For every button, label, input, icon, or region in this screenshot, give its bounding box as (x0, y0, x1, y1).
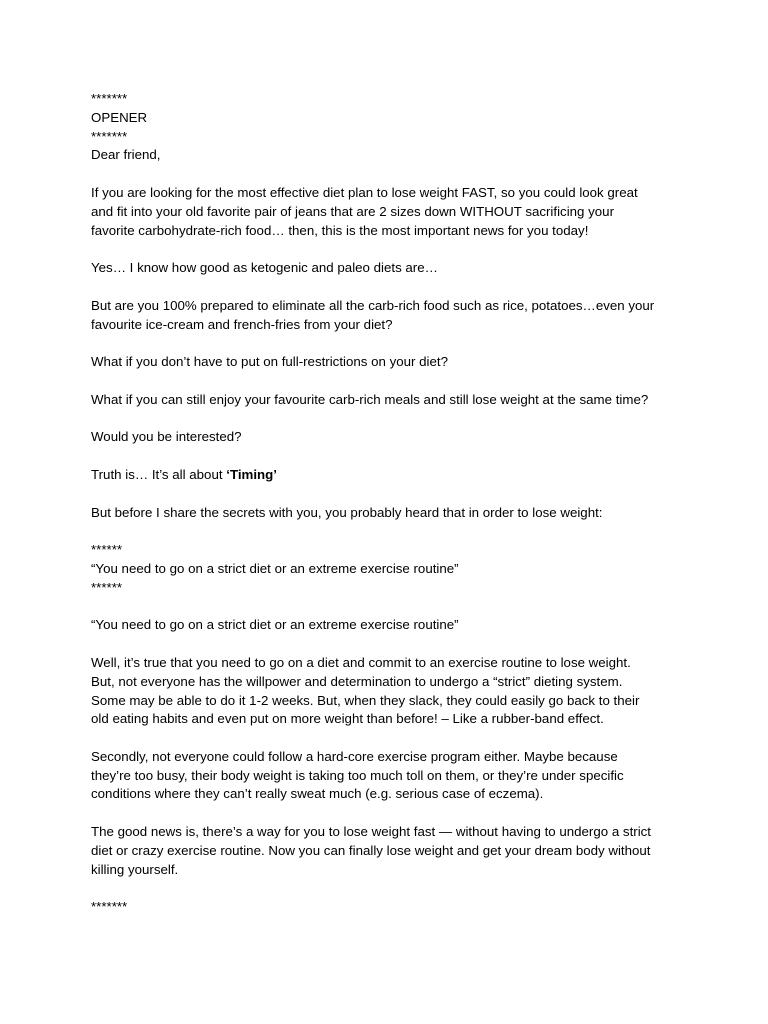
paragraph-line: Well, it’s true that you need to go on a diet and commit to an exercise routine to lose weight. (91, 654, 631, 670)
paragraph (91, 654, 691, 729)
headline-quote: “You need to go on a strict diet or an extreme exercise routine” (91, 560, 459, 576)
paragraph (91, 748, 691, 804)
paragraph-line: favourite ice-cream and french-fries from your diet? (91, 316, 393, 332)
paragraph: But before I share the secrets with you, you probably heard that in order to lose weight: (91, 504, 603, 520)
separator-stars: ******* (91, 91, 128, 106)
paragraph-line: they’re too busy, their body weight is taking too much toll on them, or they’re under specific (91, 767, 624, 783)
greeting: Dear friend, (91, 147, 161, 163)
paragraph-line: killing yourself. (91, 861, 179, 877)
paragraph-line: favorite carbohydrate-rich food… then, this is the most important news for you today! (91, 222, 589, 238)
separator-stars: ******* (91, 899, 128, 915)
paragraph-line: The good news is, there’s a way for you to lose weight fast — without having to undergo a strict (91, 824, 652, 840)
paragraph: Yes… I know how good as ketogenic and paleo diets are… (91, 260, 438, 276)
paragraph-line: Some may be able to do it 1-2 weeks. But, when they slack, they could easily go back to their (91, 692, 640, 708)
paragraph-line: old eating habits and even put on more weight than before! – Like a rubber-band effect. (91, 711, 604, 727)
paragraph (91, 466, 691, 485)
paragraph-line: conditions where they can’t really sweat much (e.g. serious case of eczema). (91, 786, 544, 802)
paragraph-line: and fit into your old favorite pair of jeans that are 2 sizes down WITHOUT sacrificing your (91, 203, 614, 219)
paragraph (91, 184, 691, 240)
separator-stars: ****** (91, 579, 123, 595)
paragraph-line: But, not everyone has the willpower and determination to undergo a “strict” dieting system. (91, 673, 623, 689)
bold-emphasis: ‘Timing’ (226, 466, 277, 482)
paragraph-line: Secondly, not everyone could follow a hard-core exercise program either. Maybe because (91, 748, 618, 764)
paragraph: What if you can still enjoy your favourite carb-rich meals and still lose weight at the same time? (91, 391, 649, 407)
separator-stars: ****** (91, 542, 123, 558)
paragraph-text: Truth is… It’s all about (91, 466, 227, 482)
paragraph-line: If you are looking for the most effective diet plan to lose weight FAST, so you could look great (91, 184, 638, 200)
quote: “You need to go on a strict diet or an extreme exercise routine” (91, 617, 459, 633)
section-heading: OPENER (91, 109, 148, 125)
paragraph-line: diet or crazy exercise routine. Now you can finally lose weight and get your dream body without (91, 842, 651, 858)
paragraph: Would you be interested? (91, 429, 242, 445)
paragraph (91, 823, 691, 879)
document-page (91, 90, 691, 917)
paragraph: What if you don’t have to put on full-restrictions on your diet? (91, 354, 448, 370)
paragraph (91, 297, 691, 335)
paragraph-line: But are you 100% prepared to eliminate all the carb-rich food such as rice, potatoes…even your (91, 297, 655, 313)
separator-stars: ******* (91, 128, 128, 144)
